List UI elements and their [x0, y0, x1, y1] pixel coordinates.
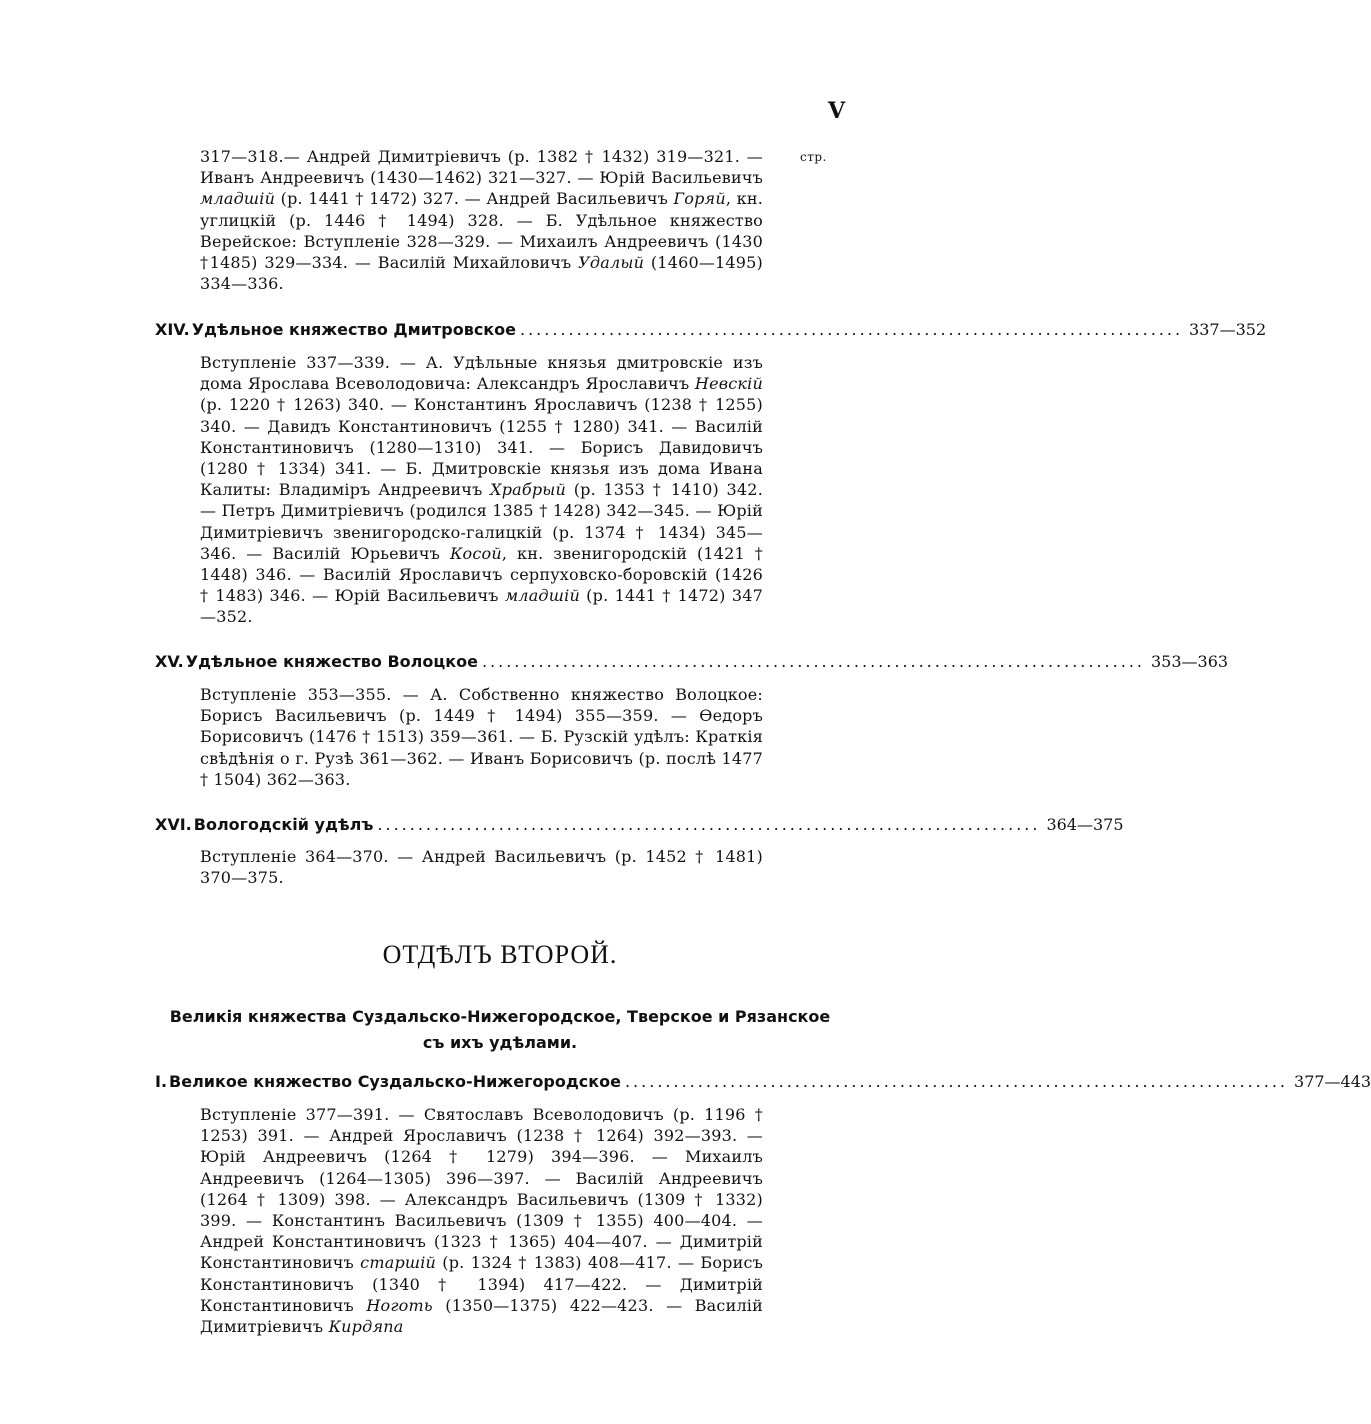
entry-number: XV. [155, 652, 184, 671]
epithet: Храбрый [490, 480, 567, 500]
epithet: Кирдяпа [328, 1317, 404, 1337]
entry-pages: 377—443 [1294, 1072, 1371, 1091]
entry-number: XVI. [155, 815, 192, 834]
toc-entry-i [155, 1072, 1371, 1096]
entry-pages: 364—375 [1046, 815, 1124, 834]
epithet: Невскій [694, 374, 763, 394]
dot-leader: .................................................................................. [520, 320, 1184, 339]
epithet: Горяй [673, 189, 726, 209]
epithet: Удалый [578, 253, 645, 273]
entry-pages: 353—363 [1150, 652, 1229, 671]
entry-description-i [200, 1104, 763, 1337]
continuation-text: (р. 1441 † 1472) 327. — Андрей Васильевичъ [275, 189, 674, 209]
entry-title: Вологодскій удѣлъ [193, 815, 374, 834]
entry-description-xiv [200, 352, 763, 628]
dot-leader: .................................................................................. [624, 1072, 1289, 1091]
section-subtitle: Великія княжества Суздальско-Нижегородское, Тверское и Рязанское съ ихъ удѣлами. [169, 1007, 831, 1052]
entry-title: Великое княжество Суздальско-Нижегородское [169, 1072, 621, 1091]
epithet: Косой [449, 543, 502, 563]
toc-entry-xv [155, 652, 1229, 676]
toc-entry-xiv [155, 320, 1267, 344]
entry-text: (р. 1220 † 1263) 340. — Константинъ Ярославичъ (1238 † 1255) 340. — Давидъ Константиновичъ (1255 † 1280) 341. — Василій Константиновичъ (1280—1310) 341. — Борисъ Давидовичъ (1280 † 1334) 341. — Б. Дмитровскіе князья изъ дома Ивана Калиты: Владиміръ Андреевичъ [200, 395, 763, 500]
dot-leader: .................................................................................. [481, 652, 1145, 671]
entry-pages: 337—352 [1189, 320, 1267, 339]
continuation-text: (1460—1495) 334—336. [200, 253, 763, 294]
entry-title: Удѣльное княжество Дмитровское [191, 320, 516, 339]
continuation-paragraph [200, 146, 763, 294]
entry-text: Вступленіе 337—339. — А. Удѣльные князья дмитровскіе изъ дома Ярослава Всеволодовича: Александръ Ярославичъ [200, 353, 763, 394]
entry-description-xvi: Вступленіе 364—370. — Андрей Васильевичъ (р. 1452 † 1481) 370—375. [200, 847, 763, 888]
epithet: старшій [360, 1253, 437, 1273]
epithet: младшій [504, 586, 580, 606]
page-column-note: стр. [800, 150, 827, 164]
page-number: V [828, 98, 846, 124]
entry-text: , кн. звенигородскій (1421 † 1448) 346. — Василій Ярославичъ серпуховско-боровскій (1426 † 1483) 346. — Юрій Васильевичъ [200, 543, 763, 606]
entry-text: (р. 1441 † 1472) 347—352. [200, 586, 763, 627]
entry-number: XIV. [155, 320, 190, 339]
entry-number: I. [155, 1072, 168, 1091]
section-heading: ОТДѢЛЪ ВТОРОЙ. [382, 940, 618, 969]
entry-text: Вступленіе 377—391. — Святославъ Всеволодовичъ (р. 1196 † 1253) 391. — Андрей Ярославичъ (1238 † 1264) 392—393. — Юрій Андреевичъ (1264 † 1279) 394—396. — Михаилъ Андреевичъ (1264—1305) 396—397. — Василій Андреевичъ (1264 † 1309) 398. — Александръ Васильевичъ (1309 † 1332) 399. — Константинъ Васильевичъ (1309 † 1355) 400—404. — Андрей Константиновичъ (1323 † 1365) 404—407. — Димитрій Константиновичъ [200, 1105, 763, 1273]
entry-text: (1350—1375) 422—423. — Василій Димитріевичъ [200, 1295, 763, 1337]
continuation-text: 317—318.— Андрей Димитріевичъ (р. 1382 † 1432) 319—321. — Иванъ Андреевичъ (1430—1462) 321—327. — Юрій Васильевичъ [200, 147, 763, 188]
dot-leader: .................................................................................. [377, 815, 1041, 834]
entry-description-xv: Вступленіе 353—355. — А. Собственно княжество Волоцкое: Борисъ Васильевичъ (р. 1449 † 1494) 355—359. — Ѳедоръ Борисовичъ (1476 † 1513) 359—361. — Б. Рузскій удѣлъ: Краткія свѣдѣнія о г. Рузѣ 361—362. — Иванъ Борисовичъ (р. послѣ 1477 † 1504) 362—363. [200, 685, 763, 789]
toc-entry-xvi [155, 815, 1124, 839]
epithet: младшій [200, 189, 276, 209]
continuation-text: , кн. углицкій (р. 1446 † 1494) 328. — Б. Удѣльное княжество Верейское: Вступленіе 328—329. — Михаилъ Андреевичъ (1430 †1485) 329—334. — Василій Михайловичъ [200, 189, 764, 273]
entry-title: Удѣльное княжество Волоцкое [185, 652, 478, 671]
epithet: Ноготь [366, 1295, 433, 1315]
entry-text: (р. 1324 † 1383) 408—417. — Борисъ Константиновичъ (1340 † 1394) 417—422. — Димитрій Константиновичъ [200, 1253, 764, 1315]
entry-text: (р. 1353 † 1410) 342. — Петръ Димитріевичъ (родился 1385 † 1428) 342—345. — Юрій Димитріевичъ звенигородско-галицкій (р. 1374 † 1434) 345—346. — Василій Юрьевичъ [200, 480, 763, 563]
